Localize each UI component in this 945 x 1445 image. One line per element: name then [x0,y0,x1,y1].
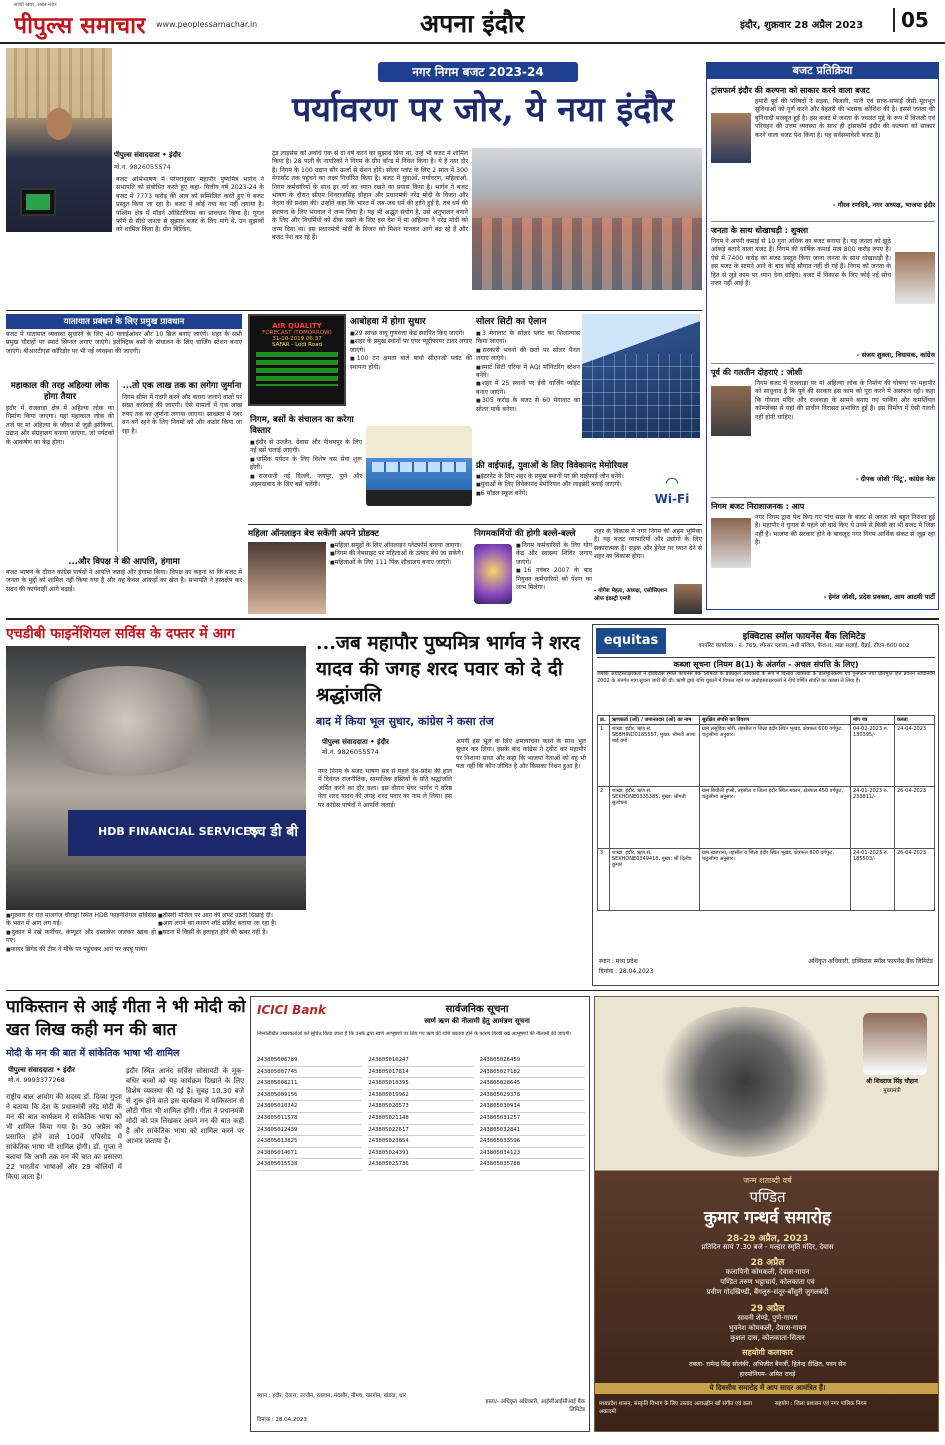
page-number: 05 [893,8,933,32]
equitas-notice-title: कब्जा सूचना (नियम 8(1) के अंतर्गत - अचल संपत्ति के लिए) [597,657,935,672]
wifi-item: ■ इंटरनेट के लिए शहर के प्रमुख स्थानों पर फ्री वाईफाई जोन बनेंगे। [476,473,636,481]
solar-title: सोलर सिटी का ऐलान [476,317,547,327]
wifi-label: Wi-Fi [654,492,690,506]
reaction-headline: जनता के साथ धोखाधड़ी : शुक्ला [711,226,809,235]
table-cell: 3 [598,849,610,911]
account-number: 243805029378 [480,1090,585,1102]
karmi-item: ■ निगम कर्मचारियों के लिए योग केंद्र और स्वास्थ्य शिविर लगाए जाएंगे। [516,542,592,567]
table-cell: शाखा: इंदौर, ऋण सं. SEKHONE0349418, मुख्य: श्री दिलीप कुमार [610,849,700,911]
icici-accounts [257,1055,585,1385]
icici-signatory: हस्ता/- अधिकृत अधिकारी, आईसीआईसीआई बैंक लिमिटेड [485,1399,585,1413]
mahila-item: ■ महिला समूहों के लिए ऑनलाइन प्लेटफॉर्म बनाया जाएगा। [330,542,470,550]
reaction-avatar [711,518,751,568]
wifi-box [476,460,702,520]
shraddhanjali-col1: नगर निगम के बजट भाषण सत्र से पहले देश-प्रदेश की हाल में दिवंगत राजनीतिक, सामाजिक हस्तियों के प्रति श्रद्धांजलि अर्पित करने का दौर चला। इस दौरान मेयर भार्गव ने वरिष्ठ नेता शरद यादव की जगह शरद पवार का नाम ले लिया। इस पर कांग्रेस पार्षदों ने आपत्ति जताई। [318,768,452,809]
bus-item: ■ धार्मिक पर्यटन के लिए विशेष बस सेवा शुरू होगी। [250,456,362,473]
shraddhanjali-headline: ...जब महापौर पुष्यमित्र भार्गव ने शरद यादव की जगह शरद पवार को दे दी श्रद्धांजलि [316,632,580,706]
yogesh-author: - योगेश मेहता, अध्यक्ष, एसोसिएशन ऑफ इंडस्ट्री एमपी [594,588,667,602]
council-seats [472,218,702,290]
wifi-icon: ◠ Wi-Fi [644,474,700,514]
solar-item: ■ शहर में 25 स्थानों पर ईवी चार्जिंग प्वॉइंट बनाए जाएंगे। [476,380,580,397]
divider [248,524,702,525]
reaction-author: - हेमंत जोशी, प्रदेश प्रवक्ता, आम आदमी पार्टी [823,593,935,601]
aqi-line: FORECAST (TOMORROW) [262,330,332,336]
aqi-line: SAFAR - Lodi Road [272,342,322,348]
equitas-table-wrap [597,715,935,911]
gandharva-day2: 29 अप्रैल [750,1304,785,1314]
gandharva-footer-1: मध्यप्रदेश शासन, संस्कृति विभाग के लिए उस्ताद अलाउद्दीन खाँ संगीत एवं कला अकादमी [599,1401,752,1415]
reaction-body: निगम ने अपनी कमाई से 10 गुना अधिक का बजट बनाया है। यह जनता को झूठे आंकड़े बताने वाला बजट है। निगम की वार्षिक कमाई मात्र 800 करोड़ रुपए है। ऐसे में 7400 करोड़ का बजट प्रस्तुत किया जाना जनता के साथ धोखाधड़ी है। इस बजट के सामने आने के बाद कोई सौगात नहीं दी गई है। निगम को जनता के हित से जुड़े काम पर ध्यान देना चाहिए। बजट में विकास के लिए कोई नई सोच नजर नहीं आई है। [711,238,891,288]
gita-mobile: मो.नं. 9993377268 [8,1076,65,1084]
wifi-item: ■ युवाओं के लिए विवेकानंद मेमोरियल और लाइब्रेरी बनाई जाएगी। [476,481,636,489]
account-number: 243805032841 [480,1125,585,1137]
account-number: 243805008211 [257,1078,362,1090]
aqi-display [248,314,346,406]
fire-headline: एचडीबी फाइनेंशियल सर्विस के दफ्तर में आग [6,626,235,642]
yatayat-box [6,314,242,374]
karmi-title: निगमकर्मियों की होगी बल्ले-बल्ले [474,529,576,539]
icici-subtitle: स्वर्ण ऋण की नीलामी हेतु आमंत्रण सूचना [424,1017,530,1025]
site-url[interactable]: www.peoplessamachar.in [156,20,258,29]
budget-kicker-box [378,62,578,82]
budget-col1: बजट अभिभाषण में परंपरानुसार महापौर पुष्यमित्र भार्गव ने सभापति को संबोधित करते हुए कहा- वित्तीय वर्ष 2023-24 के बजट में 7773 करोड़ की आय को सम्मिलित करते हुए ये बजट प्रस्तुत किया जा रहा है। बजट में कोई नया कर नहीं लगाया है। पश्चिम क्षेत्र में मॉडर्न ऑडिटोरियम का प्रावधान किया है। गूगल फॉर्म से सीधे जनता से सुझाव बजट के लिए मांगे थे, उन सुझावों को शामिल किया है। ग्रीन बिल्डिंग, [116,176,264,234]
account-number: 243805031257 [480,1113,585,1125]
account-number: 243805006789 [257,1055,362,1067]
reaction-headline: निगम बजट निराशाजनक : आप [711,502,805,511]
account-number: 243805027182 [480,1067,585,1079]
reaction-title: बजट प्रतिक्रिया [707,63,938,79]
account-number: 243805010342 [257,1101,362,1113]
account-number: 243805009156 [257,1090,362,1102]
table-cell: 1 [598,725,610,787]
gita-byline-block [8,1066,118,1084]
account-number: 243805024391 [368,1148,473,1160]
equitas-signatory: अधिकृत अधिकारी, इक्विटास स्मॉल फायनेंस बैंक लिमिटेड [808,958,933,965]
divider [6,310,702,311]
reaction-item-2 [711,221,935,359]
fire-bullets-left [6,912,156,982]
solar-item: ■ 305 करोड़ के बजट से 60 मेगावाट का सोलर पार्क बनेगा। [476,397,580,414]
signboard-text-hi: एच डी बी [248,824,298,840]
account-number: 243805026459 [480,1055,585,1067]
gandharva-small: जन्म शताब्दी वर्ष [743,1176,792,1185]
aabohawa-box [350,314,472,410]
ahilya-box [6,380,118,552]
shraddhanjali-byline-block [322,738,442,756]
virodh-box [6,556,242,614]
hdb-signboard [68,810,306,856]
account-number: 243805025736 [368,1159,473,1171]
table-row [598,787,935,849]
shraddhanjali-subhead: बाद में किया भूल सुधार, कांग्रेस ने कसा तंज [316,715,494,728]
ahilya-title: महाकाल की तरह अहिल्या लोक होगा तैयार [10,381,110,402]
reaction-author: - संजय शुक्ला, विधायक, कांग्रेस [856,351,935,359]
gandharva-line1: पण्डित [749,1188,786,1206]
dateline: इंदौर, शुक्रवार 28 अप्रैल 2023 [740,20,864,31]
icici-footer: स्थान : इंदौर, देवास, उज्जैन, रतलाम, मंदसौर, नीमच, खरगोन, खंडवा, धार [257,1393,407,1399]
bus-windows [372,462,466,472]
table-cell: शाखा: इंदौर, ऋण सं. SEKHONE0335385, मुख्य: श्रीमती सुलोचना [610,787,700,849]
cm-photo [863,1013,927,1075]
solar-photo [582,314,700,438]
equitas-address: कार्पोरेट कार्यालय : नं. 769, स्पेन्सर प्लाजा, 4थी मंजिल, फेज-II, अन्ना सलाई, चैन्नई, टीएन-600 002 [698,643,910,649]
aabohawa-item: ■ 100 टन क्षमता वाले बायो सीएनजी प्लांट की स्थापना होगी। [350,355,472,372]
icici-intro: निम्नलिखित उधारकर्ताओं को सूचित किया जाता है कि उनके द्वारा स्वर्ण आभूषणों पर लिए गए ऋण की राशि बकाया होने के कारण गिरवी रखे आभूषणों की नीलामी की जाएगी। [257,1031,572,1037]
bus-box [250,414,362,522]
reaction-headline: पूर्व की गलतीन दोहराएं : जोशी [711,368,803,377]
table-header: ऋणकर्ता (ओं) / जमानतदार (ओं) का नाम [610,716,700,725]
gandharva-sahyogi: सहयोगी कलाकार [742,1348,793,1357]
equitas-place: स्थान : मध्य प्रदेश [599,958,638,965]
budget-col2: ट्रेड लाइसेंस को अवधि एक से दो वर्ष करने का सुझाव दिया था, उन्हें भी बजट में शामिल किया है। 28 पानी के नागरिकों ने निगम के ग्रीन बॉन्ड में निवेश किया है। ये हैं नया दौर है। निगम के 100 उद्यान सौर ऊर्जा से रोशन होंगे। सोलर प्लांट के लिए 2 साल में 300 मेगावॉट तक पहुंचने का लक्ष्य निर्धारित किया है। बजट में युवाओं, पर्यावरण, महिलाओं, निगम कर्मचारियों के साथ हर वर्ग का ध्यान रखने का प्रयास किया है। भार्गव ने बजट भाषण के दौरान सीएम शिवराजसिंह चौहान और प्रधानमंत्री नरेंद्र मोदी के विजन और नेतृत्व की प्रशंसा की। उन्होंने कहा कि भारत में जब-जब धर्म की हानि हुई है, तब धर्म की स्थापना के लिए भगवान ने जन्म लिया है। यह भी अद्भुत संयोग है, उसे अनुपालन बनाने के लिए और विधर्मियों को ठीक रखने के लिए इस देश में मां अहिल्या ने नरेंद्र मोदी को जन्म दिया था। इस प्रधानमंत्री मोदी के विजन को मिशन मानकर आगे बढ़ रहे हैं और बजट पेश कर रहे हैं। [272,150,468,242]
fire-bullet: ■ दुकान में रखे फर्नीचर, कंप्यूटर और दस्तावेज जलकर खाक हो गए। [6,929,156,946]
bus-photo [366,426,472,506]
gita-col1: राष्ट्रीय बाल आयोग की सदस्य डॉ. दिव्या गुप्ता ने बताया कि देश के प्रधानमंत्री नरेंद्र मोदी के मन की बात कार्यक्रम में सांकेतिक भाषा को भी शामिल किया गया है। 30 अप्रैल को प्रसारित होने वाले 100वें एपिसोड में सांकेतिक भाषा भी शामिल होगी। डॉ. गुप्ता ने बताया कि अभी तक मन की बात का प्रसारण 22 भारतीय भाषाओं और 29 बोलियों में किया जाता है। [6,1093,122,1181]
account-number: 243805014671 [257,1148,362,1160]
solar-item: ■ 3 मेगावाट के सोलर प्लांट का शिलान्यास किया जाएगा। [476,330,580,347]
fire-bullets-right [158,912,308,982]
table-cell: 26-04-2023 [895,849,935,911]
table-cell: ग्राम बिचौली हप्सी, तहसील व जिला इंदौर स्थित मकान, क्षेत्रफल 450 वर्गफुट, चतुःसीमा अनुसार। [700,787,851,849]
account-number: 243805011578 [257,1113,362,1125]
table-header: सुरक्षित संपत्ति का विवरण [700,716,851,725]
aqi-readings [256,352,338,386]
solar-panels [582,354,700,438]
yatayat-title: यातायात प्रबंधन के लिए प्रमुख प्रावधान [6,314,242,329]
mayor-head [46,108,72,140]
gandharva-dates: 28-29 अप्रैल, 2023 [726,1234,809,1244]
reaction-headline: ट्रांसफार्म इंदौर की कल्पना को साकार करने वाला बजट [711,86,870,95]
account-number: 243805034123 [480,1148,585,1160]
budget-kicker: नगर निगम बजट 2023-24 [412,65,544,79]
gita-byline: पीपुल्स संवाददाता • इंदौर [8,1066,75,1074]
budget-mobile: मो.नं. 9826055574 [114,163,171,171]
gandharva-footer-2: सहयोग : जिला प्रशासन एवं नगर पालिक निगम [775,1401,867,1407]
equitas-logo[interactable]: equitas [596,628,666,654]
gandharva-tabla: तबला- रामेन्द्र सिंह सोलंकी, अभिजीत बैनर्जी, हितेन्द्र दीक्षित, पवन सेन [689,1361,846,1368]
account-number: 243805035788 [480,1159,585,1171]
yogesh-box [594,528,702,616]
account-number: 243805016247 [368,1055,473,1067]
yatayat-body: बजट में यातायात व्यवस्था सुधारने के लिए 40 फ्लाईओवर और 10 ब्रिज बनाए जाएंगे। शहर के सभी प्रमुख चौराहों पर स्मार्ट सिग्नल लगाए जाएंगे। इलेक्ट्रिक बसों के संचालन के लिए चार्जिंग स्टेशन बनाए जाएंगे। बीआरटीएस कॉरिडोर पर भी नई व्यवस्था की जाएगी। [6,331,242,355]
gita-col2: इंदौर स्थित आनंद सर्विस सोसायटी के मूक-बधिर बच्चों को यह कार्यक्रम दिखाने के लिए विशेष व्यवस्था की गई है। सुबह 10.30 बजे से शुरू होने वाले इस कार्यक्रम में पाकिस्तान से लौटी गीता भी शामिल होंगी। गीता ने प्रधानमंत्री मोदी को पत्र लिखकर अपने मन की बात कही है और सांकेतिक भाषा को शामिल करने पर आभार जताया है। [126,1067,244,1145]
reaction-body: निगम बजट में राजवाड़ा पर मां अहिल्या लोक के निर्माण की घोषणा पर महापौर को साधुवाद है कि पूर्व की सरकार इस काम को पूरा करने में असफल रही। कहा कि गोपाल मंदिर और राजवाड़ा के सामने बनाए गए पार्किंग और कमर्शियल कॉम्प्लेक्स से यहां की प्राचीन विरासत प्रभावित हुई है। इस निर्माण में ऐसी गलती नहीं होनी चाहिए। [755,380,935,421]
table-header: कब्जा [895,716,935,725]
budget-byline-block [114,151,214,171]
jurmana-box [122,380,242,552]
account-number: 243805013825 [257,1136,362,1148]
equitas-table [597,715,935,911]
table-header: मांग पत्र [851,716,895,725]
artist-line: प्रवीण गोदखिण्डी, बैंगलुरु-संतूर-बाँसुरी जुगलबंदी [706,1288,829,1296]
gandharva-ad [594,996,939,1432]
fire-bullet: ■ गुरुवार देर रात मालगंज चौराहा स्थित HDB फाइनेंशियल सर्विसेस के भवन में आग लग गई। [6,912,156,929]
account-number: 243805007745 [257,1067,362,1079]
wifi-item: ■ 6 मॉडल स्कूल बनेंगे। [476,490,636,498]
account-number: 243805015538 [257,1159,362,1171]
reaction-body: नगर निगम द्वारा पेश किए गए पांच साल के बजट से जनता को बहुत निराशा हुई है। महापौर ने चुनाव से पहले जो वादे किए थे उनमें से किसी का भी बजट में जिक्र नहीं है। भाजपा की सरकार होने के बावजूद नगर निगम आर्थिक संकट से जूझ रहा है। [755,514,935,547]
account-number: 243805012439 [257,1125,362,1137]
masthead [0,0,945,44]
gandharva-invite: ये दिवसीय समारोह में आप सादर आमंत्रित हैं। [595,1383,939,1394]
reaction-body: हमारी पूर्व की परिषदों ने सड़क, बिजली, पानी एवं साफ-सफाई जैसी मूलभूत सुविधाओं को पूर्ण करने और बेहतरी की भरसक कोशिश की है। इससे जनता की बुनियादी मजबूत हुई है। इस बजट में जनता के ज्वलंत मुद्दे के रूप में बिजली एवं परिवहन की उत्तम व्यवस्था के साथ ही ट्रांसफॉर्म इंदौर की कल्पना को साकार करने वाला बजट पेश किया है। यह सर्वसमावेशी बजट है। [755,98,935,139]
budget-headline: पर्यावरण पर जोर, ये नया इंदौर [292,90,674,130]
icici-date: दिनांक : 28.04.2023 [257,1417,307,1423]
aabohawa-item: ■ शहर के प्रमुख स्थानों पर एयर प्यूरीफायर टावर लगाए जाएंगे। [350,338,472,355]
budget-byline: पीपुल्स संवाददाता • इंदौर [114,151,181,159]
account-number: 243805017814 [368,1067,473,1079]
account-number: 243805023854 [368,1136,473,1148]
table-cell: 2 [598,787,610,849]
gita-subhead: मोदी के मन की बात में सांकेतिक भाषा भी शामिल [6,1048,180,1059]
reaction-avatar [895,252,935,304]
cm-role: मुख्यमंत्री [883,1088,901,1094]
solar-item: ■ सरकारी भवनों की छतों पर सोलर पैनल लगाए जाएंगे। [476,347,580,364]
account-number: 243805021148 [368,1113,473,1125]
equitas-date: दिनांक : 28.04.2023 [599,968,654,975]
bus-title: निगम, बसों के संचालन का करेगा विस्तार [250,415,354,436]
table-cell: 04-02-2023 रु. 130395/- [851,725,895,787]
icici-title: सार्वजनिक सूचना [445,1004,509,1015]
aqi-title: AIR QUALITY [272,322,322,330]
account-number: 243805018395 [368,1078,473,1090]
icici-logo[interactable]: ICICI Bank [257,1003,326,1017]
table-header-row [598,716,935,725]
equitas-name: इक्विटास स्मॉल फायनेंस बैंक लिमिटेड [742,632,866,642]
section-divider [6,618,939,620]
wifi-title: फ्री वाईफाई, युवाओं के लिए विवेकानंद मेमोरियल [476,461,628,471]
mahila-item: ■ महिलाओं के लिए 111 पिंक शौचालय बनाए जाएंगे। [330,559,470,567]
section-title: अपना इंदौर [420,9,525,38]
account-number: 243805030914 [480,1101,585,1113]
artist-line: कुशल दास, कोलकाता-सितार [730,1334,805,1342]
mahila-title: महिला ऑनलाइन बेच सकेंगी अपने प्रोडक्ट [248,529,379,539]
artist-line: सावनी शेण्डे, पुणे-गायन [737,1314,798,1322]
icici-notice [250,996,590,1432]
gita-headline: पाकिस्तान से आई गीता ने भी मोदी को खत लिख कही मन की बात [6,997,246,1040]
reaction-avatar [711,386,751,436]
reaction-item-3 [711,363,935,483]
table-cell: 24-01-2023 रु. 233811/- [851,787,895,849]
section-divider [6,990,939,991]
mahila-box [248,528,470,616]
jurmana-title: ...तो एक लाख तक का लगेगा जुर्माना [122,381,242,391]
ahilya-body: इंदौर में राजवाड़ा क्षेत्र में अहिल्या लोक का निर्माण किया जाएगा। यहां महाकाल लोक की तर्ज पर मां अहिल्या के जीवन से जुड़ी झांकियां, उद्यान और संग्रहालय बनाया जाएगा, जो पर्यटकों के आकर्षण का केंद्र होगा। [6,405,114,446]
reaction-panel [706,62,939,610]
brand-logo[interactable]: पीपुल्स समाचार [14,12,146,39]
table-row [598,725,935,787]
mahila-item: ■ निगम की वेबसाइट पर महिलाओं के उत्पाद बेचे जा सकेंगे। [330,550,470,558]
virodh-body: बजट भाषण के दौरान कांग्रेस पार्षदों ने आपत्ति जताई और हंगामा किया। विपक्ष का कहना था कि बजट में जनता के मुद्दों को शामिल नहीं किया गया है और यह केवल आंकड़ों का खेल है। सभापति ने हस्तक्षेप कर सदन की कार्यवाही आगे बढ़ाई। [6,569,242,593]
fire-bullet: ■ तीसरी मंजिल पर आग की लपटें उठती दिखाई दीं। [158,912,308,920]
bus-item: ■ राजधानी नई दिल्ली, जयपुर, पुणे और अहमदाबाद के लिए बसें चलेंगी। [250,473,362,490]
woman-photo [248,542,326,614]
mayor-photo [6,48,112,232]
brand-tagline: सच्ची ख़बर, सख़्त नज़र [14,2,57,8]
reaction-item-4 [711,497,935,601]
cm-caption: श्री शिवराज सिंह चौहान [866,1078,918,1085]
artist-line: कलापिनी कोमकली, देवास-गायन [725,1268,810,1276]
table-cell: ग्राम खजराना, तहसील व जिला इंदौर स्थित भूखंड, क्षेत्रफल 800 वर्गफुट, चतुःसीमा अनुसार। [700,849,851,911]
karmi-box [474,528,592,616]
account-number: 243805019962 [368,1090,473,1102]
day1-artists [595,1267,939,1297]
smoke [26,666,226,776]
account-number: 243805020573 [368,1101,473,1113]
bus-item: ■ इंदौर से उज्जैन, देवास और पीथमपुर के लिए नई बसें चलाई जाएंगी। [250,439,362,456]
jurmana-body: निगम सीमा में गंदगी करने और कचरा जलाने वालों पर सख्त कार्रवाई की जाएगी। ऐसे मामलों में एक लाख रुपए तक का जुर्माना लगाया जाएगा। स्वच्छता में नंबर वन बने रहने के लिए नियमों को और कठोर किया जा रहा है। [122,394,242,435]
table-header: क्र. [598,716,610,725]
account-number: 243805028645 [480,1078,585,1090]
budget-tablet [20,188,56,216]
artist-line: भुवनेश कोमकली, देवास-गायन [728,1324,807,1332]
equitas-intro: जबकि अधोहस्ताक्षरकर्ता ने इक्विटास स्मॉल फायनेंस बैंक लिमिटेड के प्राधिकृत अधिकारी के रूप में वित्तीय आस्तियों के प्रतिभूतिकरण एवं पुनर्गठन तथा प्रतिभूति हित प्रवर्तन अधिनियम 2002 के अंतर्गत मांग सूचना जारी की थी। ऋणी द्वारा राशि चुकाने में विफल रहने पर अधोहस्ताक्षरकर्ता ने नीचे वर्णित संपत्ति का कब्जा ले लिया है। [597,671,935,684]
solar-item: ■ स्मार्ट सिटी एरिया में AQI मॉनिटरिंग स्टेशन बनेंगे। [476,364,580,381]
aabohawa-title: आबोहवा में होगा सुधार [350,317,426,327]
shraddhanjali-mobile: मो.नं. 9826055574 [322,748,379,756]
signboard-text: HDB FINANCIAL SERVICES [98,825,259,838]
gandharva-day1: 28 अप्रैल [750,1258,785,1268]
yoga-icon [474,544,512,604]
reaction-author: - दीपक जोशी 'पिंटू', कांग्रेस नेता [855,475,935,483]
account-number: 243805033596 [480,1136,585,1148]
table-cell: 26-04-2023 [895,787,935,849]
virodh-title: ...और विपक्ष ने की आपत्ति, हंगामा [68,557,180,567]
fire-photo [6,646,306,910]
aabohawa-item: ■ 29 स्वच्छ वायु गुणवत्ता केंद्र स्थापित किए जाएंगे। [350,330,472,338]
solar-box [476,314,580,458]
aqi-line: 31-10-2019 06:37 [272,336,322,342]
reaction-avatar [711,113,751,163]
singer-portrait [655,1007,835,1157]
table-row [598,849,935,911]
fire-bullet: ■ फायर ब्रिगेड की टीम ने मौके पर पहुंचकर आग पर काबू पाया। [6,946,156,954]
fire-bullet: ■ आग लगने का कारण शॉर्ट सर्किट बताया जा रहा है। [158,920,308,928]
reaction-item-1 [711,85,935,209]
table-cell: ग्राम लसुडिया मोरी, तहसील व जिला इंदौर स्थित भूखंड, क्षेत्रफल 600 वर्गफुट, चतुःसीमा अनुसार। [700,725,851,787]
karmi-item: ■ 16 नवंबर 2007 के बाद नियुक्त कर्मचारियों को पेंशन का लाभ मिलेगा। [516,567,592,592]
artist-line: पण्डित तरुण भट्टाचार्य, कोलकाता एवं [720,1278,815,1286]
fire-bullet: ■ घटना में किसी के हताहत होने की खबर नहीं है। [158,929,308,937]
table-cell: 24-04-2023 [895,725,935,787]
shraddhanjali-byline: पीपुल्स संवाददाता • इंदौर [322,738,389,746]
table-cell: शाखा: इंदौर, ऋण सं. SEBHIND0185557, मुख्य: श्रीमती आशा बाई वर्मा [610,725,700,787]
gandharva-harmonium: हारमोनियम- अमित रावड़े [739,1371,796,1378]
account-number: 243805022617 [368,1125,473,1137]
day2-artists [595,1313,939,1343]
shraddhanjali-col2: अपनी इस भूल के लिए क्षमायाचना करने के साथ भूल सुधार कर लिया। इसके बाद कांग्रेस ने ट्वीट कर महापौर पर निशाना साधा और कहा कि भाजपा नेताओं को यह भी पता नहीं कि कौन जीवित है और किसका निधन हुआ है। [456,738,586,771]
yogesh-avatar [674,584,702,614]
equitas-notice [592,624,939,986]
reaction-author: - गौरव रणदिवे, नगर अध्यक्ष, भाजपा इंदौर [832,201,935,209]
table-cell: 24-01-2023 रु. 185503/- [851,849,895,911]
gandharva-line2: कुमार गन्धर्व समारोह [703,1208,832,1228]
gandharva-timing: प्रतिदिन सायं 7.30 बजे - मल्हार स्मृति मंदिर, देवास [701,1243,834,1251]
council-photo [472,148,702,290]
yogesh-body: शहर के विकास में नगर निगम की अहम भूमिका है। यह बजट व्यापारियों और उद्योगों के लिए सकारात्मक है। सड़क और ड्रेनेज पर ध्यान देने से शहर का विकास होगा। [594,528,702,561]
